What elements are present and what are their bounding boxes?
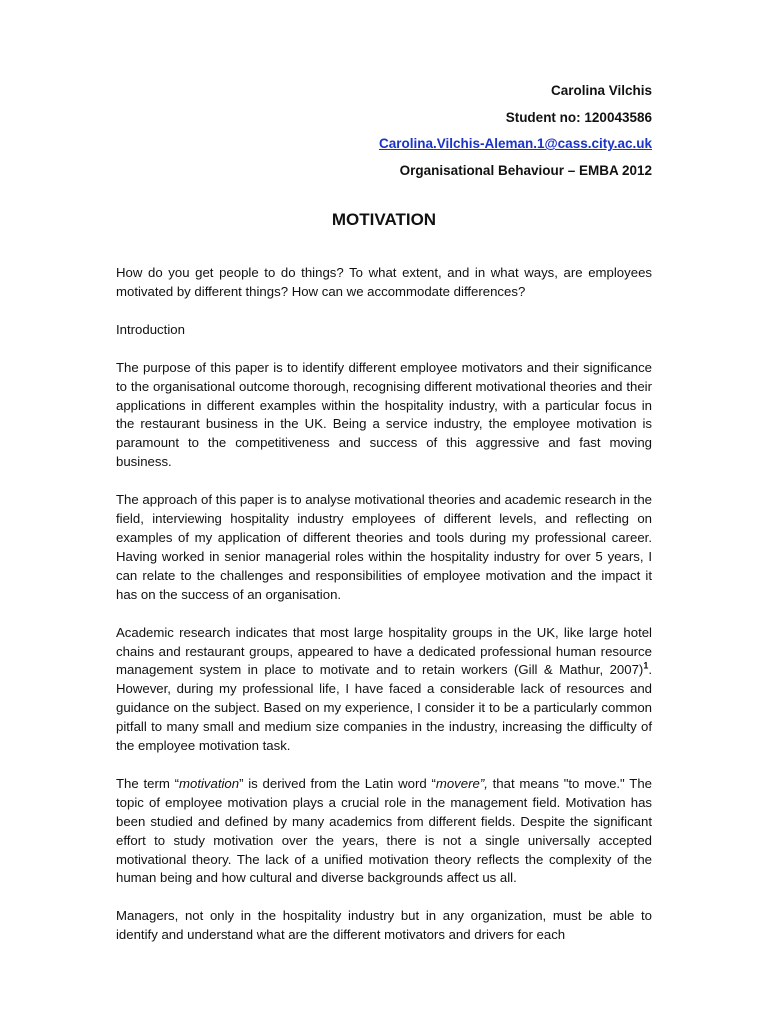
p3-text-before: Academic research indicates that most large hospitality groups in the UK, like large hotel chains and restaurant groups, appeared to have a dedicated professional human resource management system in place to motivate and to retain workers (Gill & Mathur, 2007) [116, 624, 652, 678]
paragraph-term-motivation [116, 775, 652, 888]
term-movere: movere”, [435, 775, 488, 791]
document-body [116, 264, 652, 964]
term-motivation: motivation [179, 775, 240, 791]
opening-questions: How do you get people to do things? To what extent, and in what ways, are employees motivated by different things? How can we accommodate differences? [116, 265, 652, 299]
student-number: Student no: 120043586 [505, 109, 652, 125]
paragraph-academic-research [116, 624, 652, 756]
email-link[interactable]: Carolina.Vilchis-Aleman.1@cass.city.ac.uk [378, 136, 652, 151]
course-name: Organisational Behaviour – EMBA 2012 [399, 162, 652, 178]
paragraph-purpose: The purpose of this paper is to identify different employee motivators and their significance to the organisational outcome thorough, recognising different motivational theories and their applications in different examples within the hospitality industry, with a particular focus in the restaurant business in the UK. Being a service industry, the employee motivation is paramount to the competitiveness and success of this aggressive and fast moving business. [116, 359, 652, 470]
p4-text-c: that means "to move." The topic of employee motivation plays a crucial role in the management field. Motivation has been studied and defined by many academics from different fields. Despite the significant effort to study motivation over the years, there is not a single universally accepted motivational theory. The lack of a unified motivation theory reflects the complexity of the human being and how cultural and diverse backgrounds affect us all. [116, 775, 652, 886]
document-title: MOTIVATION [331, 210, 437, 229]
footnote-marker: 1 [643, 661, 649, 672]
p3-text-after: . However, during my professional life, I have faced a considerable lack of resources and guidance on the subject. Based on my experience, I consider it to be a particularly common pitfall to many small and medium size companies in the industry, increasing the difficulty of the employee motivation task. [116, 662, 652, 754]
paragraph-managers: Managers, not only in the hospitality industry but in any organization, must be able to identify and understand what are the different motivators and drivers for each [116, 908, 652, 943]
p4-text-b: ” is derived from the Latin word “ [239, 775, 436, 791]
p4-text-a: The term “ [116, 775, 179, 791]
paragraph-approach: The approach of this paper is to analyse motivational theories and academic research in the field, interviewing hospitality industry employees of different levels, and reflecting on examples of my application of different theories and tools during my professional career. Having worked in senior managerial roles within the hospitality industry for over 5 years, I can relate to the challenges and responsibilities of employee motivation and the impact it has on the success of an organisation. [116, 492, 652, 602]
author-header [379, 78, 652, 184]
author-name: Carolina Vilchis [550, 83, 652, 98]
introduction-heading: Introduction [116, 321, 185, 337]
